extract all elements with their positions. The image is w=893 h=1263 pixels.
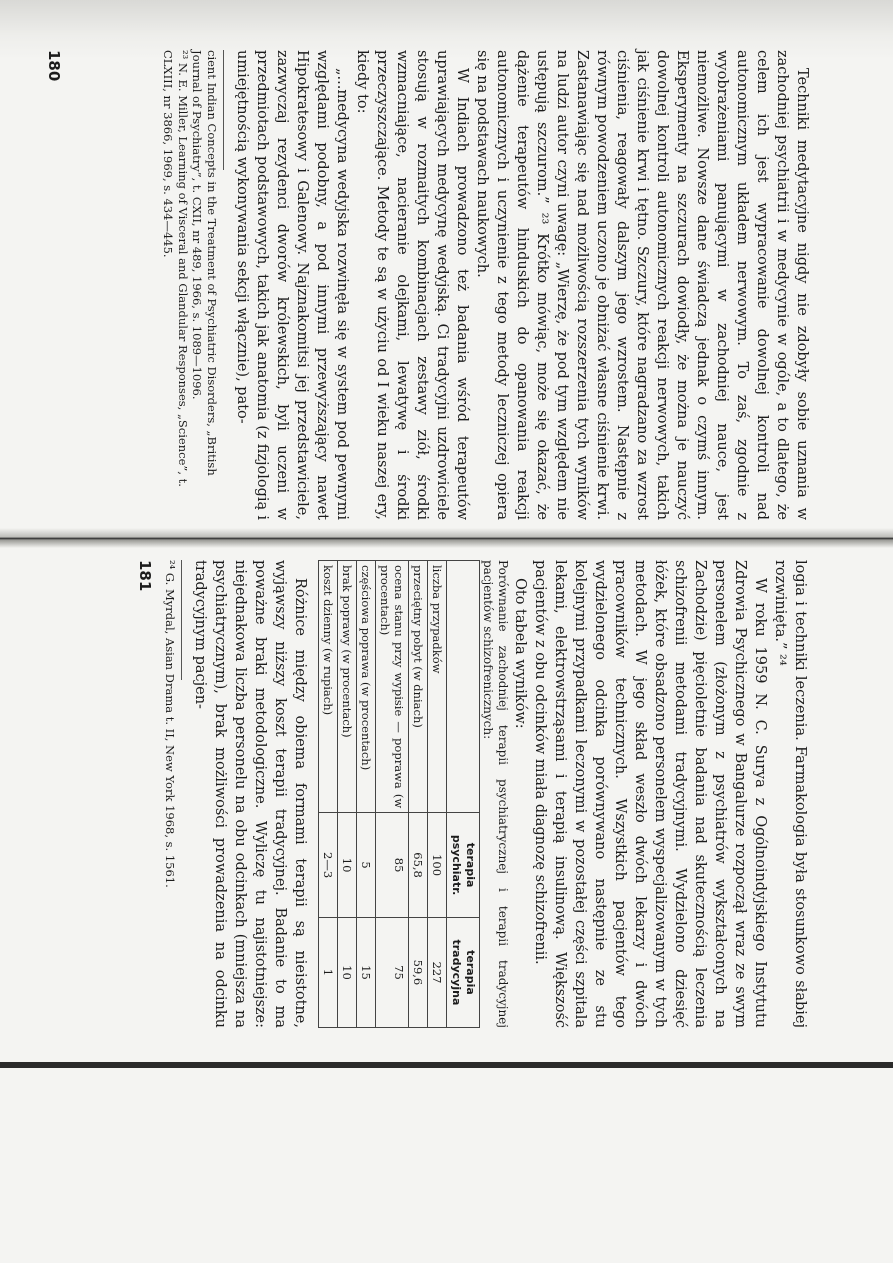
- row-label: koszt dzienny (w rupiach): [319, 561, 338, 813]
- table-row: [428, 561, 447, 1028]
- value-psychiatric: 65,8: [409, 813, 428, 918]
- value-psychiatric: 5: [357, 813, 376, 918]
- value-psychiatric: 100: [428, 813, 447, 918]
- table-row: [357, 561, 376, 1028]
- paragraph: Różnice między obiema formami terapii są nieistotne, wyjąwszy niższy koszt terapii tradycyjnej. Badanie to ma poważne braki metodologiczne. Wyliczę tu najistotniejsze: niejednakowa liczba personelu na obu odcinkach (mniejsza na psychiatrycznym), brak możliwości prowadzenia na odcinku tradycyjnym pacjen-: [192, 560, 308, 1028]
- page-181: [125, 560, 810, 1028]
- value-traditional: 15: [357, 917, 376, 1027]
- paragraph: Techniki medytacyjne nigdy nie zdobyły sobie uznania w zachodniej psychiatrii i w medycynie w ogóle, a to dlatego, że celem ich jest wypracowanie dowolnej kontroli nad autonomicznym układem nerwowym. To zaś, zgodnie z wyobrażeniami panującymi w zachodniej nauce, jest niemożliwe. Nowsze dane świadczą jednak o czymś innym. Eksperymenty na szczurach dowiodły, że można je nauczyć dowolnej kontroli autonomicznych reakcji nerwowych, takich jak ciśnienie krwi i tętno. Szczury, które nagradzano za wzrost ciśnienia, reagowały dalszym jego wzrostem. Następnie z równym powodzeniem uczono je obniżać własne ciśnienie krwi. Zastanawiając się nad możliwością rozszerzenia tych wyników na ludzi autor czyni uwagę: „Wierzę, że pod tym względem nie ustępują szczurom.” ²³ Krótko mówiąc, może się okazać, że dążenie terapeutów hinduskich do opanowania reakcji autonomicznych i uczynienie z tego metody leczniczej opiera się na podstawach naukowych.: [474, 50, 810, 520]
- page-number: 180: [45, 50, 63, 82]
- value-psychiatric: 10: [338, 813, 357, 918]
- comparison-table: [318, 560, 480, 1028]
- table-row: [338, 561, 357, 1028]
- footnote: cient Indian Concepts in the Treatment of Psychiatric Disorders, „British Journal of Psychiatry”, t. CXII, nr 489, 1966, s. 1089—1096.: [190, 50, 219, 476]
- value-psychiatric: 2—3: [319, 813, 338, 918]
- value-traditional: 1: [319, 917, 338, 1027]
- value-traditional: 227: [428, 917, 447, 1027]
- footnote: ²⁴ G. Myrdal, Asian Drama t. II, New York 1968, s. 1561.: [163, 560, 177, 888]
- value-traditional: 59,6: [409, 917, 428, 1027]
- page-number: 181: [136, 560, 154, 592]
- table-header-row: [447, 561, 480, 1028]
- row-label: częściowa poprawa (w procentach): [357, 561, 376, 813]
- table-caption: Porównanie zachodniej terapii psychiatrycznej i terapii tradycyjnej pacjentów schizofrenicznych:: [481, 560, 510, 1028]
- table-header: [447, 561, 480, 813]
- paragraph: W roku 1959 N. C. Surya z Ogólnoindyjskiego Instytutu Zdrowia Psychicznego w Bangalurze rozpoczął wraz ze swym personelem (złożonym z psychiatrów wykształconych na Zachodzie) pięcioletnie badania nad skutecznością leczenia schizofrenii metodami tradycyjnymi. Wydzielono dziesięć łóżek, które obsadzono personelem wyspecjalizowanym w tych metodach. W jego skład weszło dwóch lekarzy i dwóch pracowników technicznych. Wszystkich pacjentów tego wydzielonego odcinka porównywano następnie ze stu kolejnymi przypadkami leczonymi w pozostałej części szpitala lekami, elektrowstrząsami i terapią insulinową. Większość pacjentów z obu odcinków miała diagnozę schizofrenii.: [532, 560, 768, 1028]
- footnote-rule: [181, 560, 182, 680]
- row-label: brak poprawy (w procentach): [338, 561, 357, 813]
- table-row: [409, 561, 428, 1028]
- footnote-rule: [223, 50, 224, 170]
- paragraph: Oto tabela wyników:: [512, 578, 528, 729]
- page-bottom-edge: [0, 1062, 893, 1068]
- footnote: ²³ N. E. Miller, Learning of Visceral and Glandular Responses, „Science”, t. CLXIII, nr 3866, 1969, s. 434—445.: [161, 50, 190, 487]
- row-label: przeciętny pobyt (w dniach): [409, 561, 428, 813]
- row-label: liczba przypadków: [428, 561, 447, 813]
- row-label: ocena stanu przy wypisie — poprawa (w procentach): [376, 561, 409, 813]
- value-traditional: 75: [376, 917, 409, 1027]
- value-traditional: 10: [338, 917, 357, 1027]
- table-row: [376, 561, 409, 1028]
- paragraph: W Indiach prowadzono też badania wśród terapeutów uprawiających medycynę wedyjską. Ci tradycyjni uzdrowiciele stosują w rozmaitych kombinacjach zestawy ziół, środki wzmacniające, nacieranie olejkami, lewatywę i środki przeczyszczające. Metody te są w użyciu od I wieku naszej ery, kiedy to:: [354, 50, 470, 520]
- book-fold-gutter: [0, 528, 893, 548]
- table-header: terapia tradycyjna: [447, 917, 480, 1027]
- table-row: [319, 561, 338, 1028]
- paragraph: logia i techniki leczenia. Farmakologia była stosunkowo słabiej rozwinięta.” ²⁴: [772, 560, 808, 1028]
- page-180: [32, 50, 812, 520]
- value-psychiatric: 85: [376, 813, 409, 918]
- quotation: „...medycyna wedyjska rozwinęła się w system pod pewnymi względami podobny, a pod innymi przewyższający nawet Hipokratesowy i Galenowy. Najznakomitsi jej przedstawiciele, zazwyczaj rezydenci dworów królewskich, byli uczeni w przedmiotach podstawowych, takich jak anatomia (z fizjologią i umiejętnością wykonywania sekcji włącznie), pato-: [234, 50, 350, 520]
- table-header: terapia psychiatr.: [447, 813, 480, 918]
